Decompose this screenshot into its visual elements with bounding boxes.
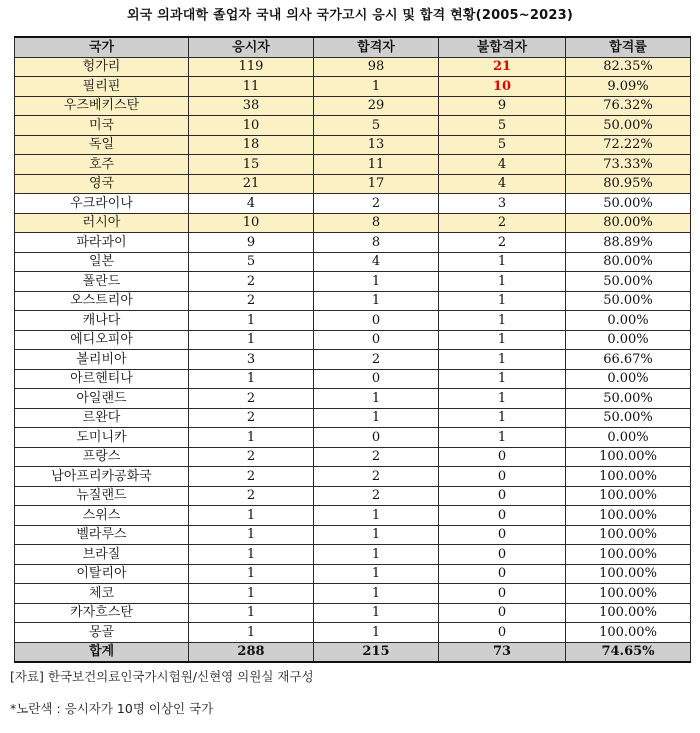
cell-applicants: 2 (189, 447, 314, 467)
cell-country: 영국 (15, 174, 189, 194)
cell-pass-rate: 80.95% (566, 174, 691, 194)
table-row (15, 506, 691, 526)
cell-pass-rate: 0.00% (566, 330, 691, 350)
cell-failed: 4 (439, 155, 566, 175)
total-applicants: 288 (189, 642, 314, 662)
cell-passed: 11 (314, 155, 439, 175)
cell-pass-rate: 50.00% (566, 194, 691, 214)
cell-passed: 4 (314, 252, 439, 272)
header-country: 국가 (15, 37, 189, 57)
cell-pass-rate: 0.00% (566, 369, 691, 389)
header-failed: 불합격자 (439, 37, 566, 57)
cell-applicants: 1 (189, 311, 314, 331)
table-row (15, 311, 691, 331)
cell-applicants: 11 (189, 77, 314, 97)
cell-passed: 2 (314, 467, 439, 487)
cell-pass-rate: 76.32% (566, 96, 691, 116)
cell-failed: 1 (439, 350, 566, 370)
table-row (15, 408, 691, 428)
cell-failed: 4 (439, 174, 566, 194)
cell-pass-rate: 50.00% (566, 408, 691, 428)
cell-pass-rate: 50.00% (566, 116, 691, 136)
cell-country: 뉴질랜드 (15, 486, 189, 506)
cell-country: 도미니카 (15, 428, 189, 448)
cell-country: 일본 (15, 252, 189, 272)
header-pass-rate: 합격률 (566, 37, 691, 57)
cell-failed: 3 (439, 194, 566, 214)
table-row (15, 584, 691, 604)
cell-pass-rate: 80.00% (566, 252, 691, 272)
cell-applicants: 119 (189, 57, 314, 77)
cell-applicants: 10 (189, 213, 314, 233)
cell-failed: 0 (439, 486, 566, 506)
cell-failed: 1 (439, 272, 566, 292)
cell-country: 남아프리카공화국 (15, 467, 189, 487)
cell-passed: 2 (314, 194, 439, 214)
cell-passed: 2 (314, 350, 439, 370)
cell-pass-rate: 100.00% (566, 506, 691, 526)
table-title: 외국 의과대학 졸업자 국내 의사 국가고시 응시 및 합격 현황(2005~2023) (126, 8, 574, 23)
table-row (15, 350, 691, 370)
table-row (15, 564, 691, 584)
cell-country: 필리핀 (15, 77, 189, 97)
total-pass-rate: 74.65% (566, 642, 691, 662)
cell-pass-rate: 9.09% (566, 77, 691, 97)
table-row (15, 194, 691, 214)
table-row (15, 155, 691, 175)
cell-applicants: 1 (189, 428, 314, 448)
legend-note: *노란색 : 응시자가 10명 이상인 국가 (10, 701, 214, 716)
cell-failed: 0 (439, 545, 566, 565)
cell-applicants: 1 (189, 525, 314, 545)
cell-passed: 1 (314, 506, 439, 526)
cell-passed: 1 (314, 623, 439, 643)
table-row (15, 428, 691, 448)
cell-country: 오스트리아 (15, 291, 189, 311)
cell-applicants: 1 (189, 506, 314, 526)
table-row (15, 603, 691, 623)
cell-pass-rate: 100.00% (566, 623, 691, 643)
cell-failed: 5 (439, 116, 566, 136)
cell-country: 에디오피아 (15, 330, 189, 350)
cell-applicants: 1 (189, 584, 314, 604)
cell-pass-rate: 100.00% (566, 486, 691, 506)
table-row (15, 623, 691, 643)
cell-country: 아일랜드 (15, 389, 189, 409)
cell-pass-rate: 0.00% (566, 311, 691, 331)
table-body (15, 57, 691, 642)
table-row (15, 525, 691, 545)
cell-country: 이탈리아 (15, 564, 189, 584)
cell-passed: 8 (314, 233, 439, 253)
table-row (15, 389, 691, 409)
cell-country: 브라질 (15, 545, 189, 565)
cell-passed: 1 (314, 584, 439, 604)
table-row (15, 213, 691, 233)
cell-passed: 0 (314, 330, 439, 350)
header-row (15, 37, 691, 57)
cell-pass-rate: 100.00% (566, 564, 691, 584)
cell-passed: 13 (314, 135, 439, 155)
cell-passed: 1 (314, 77, 439, 97)
header-passed: 합격자 (314, 37, 439, 57)
cell-applicants: 5 (189, 252, 314, 272)
cell-pass-rate: 100.00% (566, 525, 691, 545)
cell-applicants: 3 (189, 350, 314, 370)
cell-passed: 1 (314, 525, 439, 545)
table-row (15, 369, 691, 389)
cell-applicants: 21 (189, 174, 314, 194)
cell-failed: 1 (439, 389, 566, 409)
cell-failed: 1 (439, 369, 566, 389)
table-row (15, 135, 691, 155)
cell-passed: 1 (314, 272, 439, 292)
cell-passed: 1 (314, 564, 439, 584)
cell-passed: 0 (314, 369, 439, 389)
cell-passed: 17 (314, 174, 439, 194)
cell-passed: 1 (314, 389, 439, 409)
cell-country: 아르헨티나 (15, 369, 189, 389)
cell-applicants: 2 (189, 467, 314, 487)
cell-passed: 1 (314, 408, 439, 428)
cell-failed: 1 (439, 330, 566, 350)
cell-passed: 1 (314, 545, 439, 565)
cell-country: 르완다 (15, 408, 189, 428)
cell-applicants: 9 (189, 233, 314, 253)
cell-country: 볼리비아 (15, 350, 189, 370)
cell-applicants: 1 (189, 623, 314, 643)
cell-passed: 8 (314, 213, 439, 233)
cell-failed: 0 (439, 525, 566, 545)
cell-country: 스위스 (15, 506, 189, 526)
table-row (15, 77, 691, 97)
cell-pass-rate: 73.33% (566, 155, 691, 175)
cell-passed: 5 (314, 116, 439, 136)
cell-pass-rate: 100.00% (566, 467, 691, 487)
cell-pass-rate: 66.67% (566, 350, 691, 370)
cell-applicants: 10 (189, 116, 314, 136)
cell-country: 카자흐스탄 (15, 603, 189, 623)
cell-country: 헝가리 (15, 57, 189, 77)
cell-applicants: 2 (189, 408, 314, 428)
cell-failed: 1 (439, 408, 566, 428)
total-failed: 73 (439, 642, 566, 662)
cell-failed: 0 (439, 447, 566, 467)
cell-pass-rate: 50.00% (566, 389, 691, 409)
cell-passed: 2 (314, 486, 439, 506)
cell-applicants: 2 (189, 291, 314, 311)
exam-results-table (14, 36, 691, 663)
cell-applicants: 1 (189, 564, 314, 584)
cell-applicants: 38 (189, 96, 314, 116)
cell-passed: 98 (314, 57, 439, 77)
cell-pass-rate: 100.00% (566, 603, 691, 623)
cell-pass-rate: 88.89% (566, 233, 691, 253)
table-row (15, 233, 691, 253)
cell-applicants: 15 (189, 155, 314, 175)
cell-failed: 2 (439, 233, 566, 253)
table-row (15, 467, 691, 487)
cell-failed: 21 (439, 57, 566, 77)
cell-applicants: 2 (189, 272, 314, 292)
cell-applicants: 2 (189, 486, 314, 506)
cell-passed: 1 (314, 291, 439, 311)
table-row (15, 291, 691, 311)
header-applicants: 응시자 (189, 37, 314, 57)
cell-pass-rate: 100.00% (566, 545, 691, 565)
cell-failed: 0 (439, 506, 566, 526)
cell-pass-rate: 100.00% (566, 447, 691, 467)
cell-failed: 0 (439, 584, 566, 604)
cell-country: 캐나다 (15, 311, 189, 331)
cell-failed: 9 (439, 96, 566, 116)
table-row (15, 330, 691, 350)
table-row (15, 272, 691, 292)
cell-country: 파라과이 (15, 233, 189, 253)
cell-failed: 5 (439, 135, 566, 155)
cell-applicants: 1 (189, 545, 314, 565)
cell-pass-rate: 50.00% (566, 272, 691, 292)
table-row (15, 57, 691, 77)
source-note: [자료] 한국보건의료인국가시험원/신현영 의원실 재구성 (10, 669, 314, 684)
cell-applicants: 1 (189, 330, 314, 350)
cell-passed: 2 (314, 447, 439, 467)
table-row (15, 174, 691, 194)
cell-passed: 1 (314, 603, 439, 623)
cell-country: 몽골 (15, 623, 189, 643)
cell-failed: 1 (439, 291, 566, 311)
cell-country: 프랑스 (15, 447, 189, 467)
cell-country: 호주 (15, 155, 189, 175)
cell-pass-rate: 80.00% (566, 213, 691, 233)
cell-failed: 1 (439, 428, 566, 448)
cell-applicants: 1 (189, 369, 314, 389)
cell-pass-rate: 72.22% (566, 135, 691, 155)
cell-failed: 0 (439, 603, 566, 623)
cell-passed: 0 (314, 311, 439, 331)
table-row (15, 116, 691, 136)
cell-pass-rate: 82.35% (566, 57, 691, 77)
cell-pass-rate: 50.00% (566, 291, 691, 311)
table-row (15, 96, 691, 116)
table-row (15, 486, 691, 506)
cell-passed: 29 (314, 96, 439, 116)
cell-failed: 10 (439, 77, 566, 97)
table-row (15, 252, 691, 272)
cell-country: 우크라이나 (15, 194, 189, 214)
cell-failed: 0 (439, 623, 566, 643)
cell-failed: 0 (439, 564, 566, 584)
cell-pass-rate: 0.00% (566, 428, 691, 448)
cell-failed: 1 (439, 311, 566, 331)
total-label: 합계 (15, 642, 189, 662)
cell-country: 폴란드 (15, 272, 189, 292)
cell-country: 미국 (15, 116, 189, 136)
total-passed: 215 (314, 642, 439, 662)
cell-applicants: 1 (189, 603, 314, 623)
cell-failed: 2 (439, 213, 566, 233)
table-row (15, 545, 691, 565)
total-row (15, 642, 691, 662)
cell-applicants: 4 (189, 194, 314, 214)
cell-pass-rate: 100.00% (566, 584, 691, 604)
cell-applicants: 2 (189, 389, 314, 409)
cell-country: 체코 (15, 584, 189, 604)
cell-failed: 1 (439, 252, 566, 272)
table-row (15, 447, 691, 467)
cell-country: 독일 (15, 135, 189, 155)
cell-passed: 0 (314, 428, 439, 448)
cell-country: 우즈베키스탄 (15, 96, 189, 116)
cell-applicants: 18 (189, 135, 314, 155)
cell-failed: 0 (439, 467, 566, 487)
cell-country: 벨라루스 (15, 525, 189, 545)
cell-country: 러시아 (15, 213, 189, 233)
